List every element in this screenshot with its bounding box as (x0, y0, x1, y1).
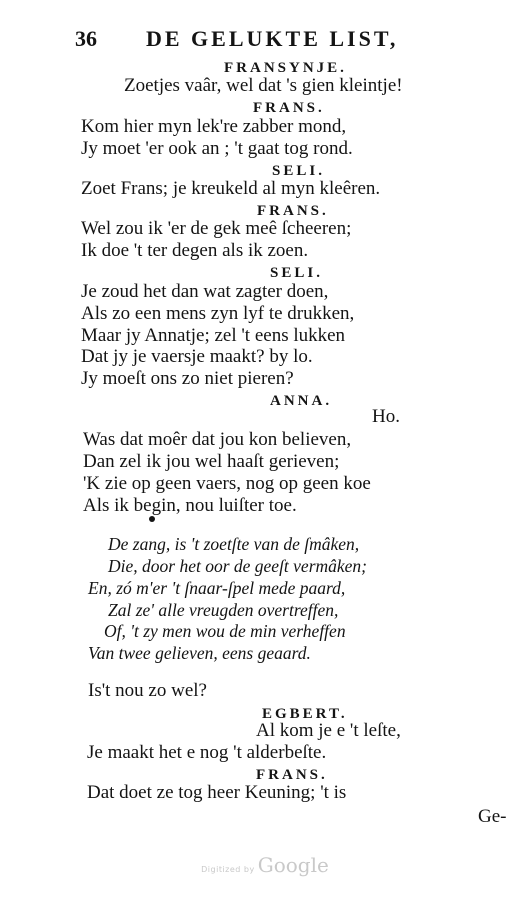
verse-line: Dat doet ze tog heer Keuning; 't is (87, 782, 347, 803)
song-line: De zang, is 't zoetſte van de ſmâken, (108, 534, 360, 554)
verse-line: Je zoud het dan wat zagter doen, (81, 281, 329, 302)
verse-line: Jy moeſt ons zo niet pieren? (81, 368, 294, 389)
verse-line: Dan zel ik jou wel haaſt gerieven; (83, 451, 340, 472)
speaker-egbert: EGBERT. (262, 706, 348, 722)
verse-line: Zoetjes vaâr, wel dat 's gien kleintje! (124, 75, 403, 96)
catchword: Ge- (478, 806, 507, 827)
speaker-seli: SELI. (270, 265, 323, 281)
song-line: En, zó m'er 't ſnaar-ſpel mede paard, (88, 578, 346, 598)
verse-line: Dat jy je vaersje maakt? by lo. (81, 346, 313, 367)
verse-line: Jy moet 'er ook an ; 't gaat tog rond. (81, 138, 353, 159)
song-line: Die, door het oor de geeſt vermâken; (108, 556, 368, 576)
running-title: DE GELUKTE LIST, (146, 26, 399, 51)
google-logo-text: Google (257, 853, 329, 877)
digitized-watermark (0, 853, 530, 877)
watermark-small-text: Digitized by (201, 865, 255, 874)
speaker-seli: SELI. (272, 163, 325, 179)
song-line: Van twee gelieven, eens geaard. (88, 643, 311, 663)
verse-line: Is't nou zo wel? (88, 680, 207, 701)
verse-line: Zoet Frans; je kreukeld al myn kleêren. (81, 178, 381, 199)
page-number: 36 (75, 26, 97, 51)
verse-line: Was dat moêr dat jou kon believen, (83, 429, 352, 450)
verse-line: Ho. (372, 406, 400, 427)
speaker-frans: FRANS. (253, 100, 325, 116)
speaker-fransynje: FRANSYNJE. (224, 60, 347, 76)
song-line: Zal ze' alle vreugden overtreffen, (108, 600, 339, 620)
ornament-dot (149, 516, 155, 522)
speaker-anna: ANNA. (270, 393, 333, 409)
speaker-frans: FRANS. (256, 767, 328, 783)
verse-line: Wel zou ik 'er de gek meê ſcheeren; (81, 218, 352, 239)
verse-line: Je maakt het e nog 't alderbeſte. (87, 742, 327, 763)
song-line: Of, 't zy men wou de min verheffen (104, 621, 346, 641)
verse-line: 'K zie op geen vaers, nog op geen koe (83, 473, 371, 494)
verse-line: Ik doe 't ter degen als ik zoen. (81, 240, 309, 261)
verse-line: Maar jy Annatje; zel 't eens lukken (81, 325, 346, 346)
verse-line: Als ik begin, nou luiſter toe. (83, 495, 297, 516)
verse-line: Al kom je e 't leſte, (256, 720, 401, 741)
verse-line: Als zo een mens zyn lyf te drukken, (81, 303, 355, 324)
speaker-frans: FRANS. (257, 203, 329, 219)
verse-line: Kom hier myn lek're zabber mond, (81, 116, 347, 137)
